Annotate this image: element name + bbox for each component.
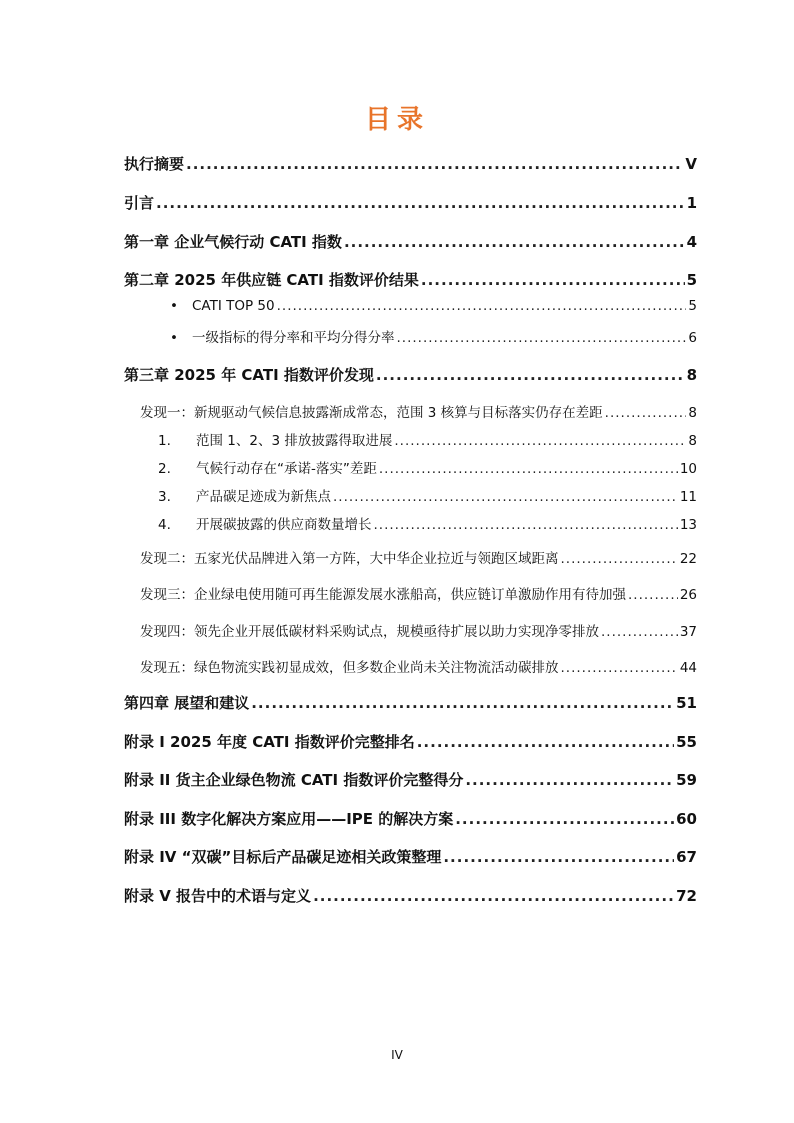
toc-entry-label: 发现五：绿色物流实践初显成效，但多数企业尚未关注物流活动碳排放 [140, 660, 559, 676]
toc-entry-label: 一级指标的得分率和平均分得分率 [192, 330, 395, 346]
toc-entry-page: 10 [679, 461, 697, 477]
toc-entry[interactable] [124, 885, 697, 906]
toc-entry[interactable] [140, 620, 697, 640]
toc-entry-label: 发现三：企业绿电使用随可再生能源发展水涨船高，供应链订单激励作用有待加强 [140, 587, 626, 603]
toc-entry-label: 第三章 2025 年 CATI 指数评价发现 [124, 366, 374, 384]
toc-leader-dots [156, 194, 685, 212]
toc-entry-page: 8 [686, 366, 697, 384]
toc-entry[interactable] [156, 326, 697, 346]
toc-entry[interactable] [140, 583, 697, 603]
toc-entry-label: 附录 III 数字化解决方案应用——IPE 的解决方案 [124, 810, 454, 828]
toc-entry[interactable] [140, 656, 697, 676]
toc-entry-page: 8 [688, 405, 697, 421]
toc-entry-page: 4 [686, 233, 697, 251]
toc-leader-dots [465, 771, 674, 789]
page-number: IV [391, 1048, 403, 1062]
toc-entry-page: 6 [688, 330, 697, 346]
toc-entry[interactable] [124, 364, 697, 385]
toc-entry-page: 5 [686, 271, 697, 289]
toc-entry-page: 8 [688, 433, 697, 449]
toc-entry-label: 开展碳披露的供应商数量增长 [196, 517, 372, 533]
toc-entry-page: 22 [679, 551, 697, 567]
toc-leader-dots [455, 810, 674, 828]
toc-leader-dots [443, 848, 674, 866]
toc-entry-label: 第二章 2025 年供应链 CATI 指数评价结果 [124, 271, 419, 289]
toc-entry-page: 44 [679, 660, 697, 676]
toc-entry-number: 1. [158, 433, 171, 449]
toc-entry[interactable] [124, 731, 697, 752]
toc-entry[interactable] [124, 692, 697, 713]
toc-entry-page: 72 [676, 887, 697, 905]
toc-entry-label: 发现一：新规驱动气候信息披露渐成常态，范围 3 核算与目标落实仍存在差距 [140, 405, 603, 421]
toc-leader-dots [344, 233, 685, 251]
toc-leader-dots [186, 155, 683, 173]
toc-entry[interactable] [124, 269, 697, 290]
toc-entry-label: 气候行动存在“承诺-落实”差距 [196, 461, 377, 477]
toc-entry-page: 51 [676, 694, 697, 712]
toc-entry-label: 发现四：领先企业开展低碳材料采购试点，规模亟待扩展以助力实现净零排放 [140, 624, 599, 640]
toc-leader-dots [601, 624, 678, 640]
toc-entry-page: 5 [688, 298, 697, 314]
toc-entry-page: 60 [676, 810, 697, 828]
toc-entry-page: V [685, 155, 697, 173]
toc-entry-number: 2. [158, 461, 171, 477]
toc-leader-dots [277, 298, 687, 314]
toc-entry-label: 附录 I 2025 年度 CATI 指数评价完整排名 [124, 733, 415, 751]
toc-entry-page: 55 [676, 733, 697, 751]
toc-entry[interactable] [124, 846, 697, 867]
toc-leader-dots [417, 733, 674, 751]
toc-leader-dots [376, 366, 685, 384]
toc-entry-page: 11 [679, 489, 697, 505]
toc-leader-dots [394, 433, 686, 449]
toc-entry-page: 59 [676, 771, 697, 789]
toc-entry[interactable] [124, 231, 697, 252]
toc-entry[interactable] [156, 298, 697, 314]
toc-entry[interactable] [124, 153, 697, 174]
toc-title: 目录 [364, 105, 429, 135]
toc-leader-dots [313, 887, 674, 905]
toc-leader-dots [397, 330, 687, 346]
toc-entry[interactable] [124, 808, 697, 829]
toc-entry-label: 附录 II 货主企业绿色物流 CATI 指数评价完整得分 [124, 771, 464, 789]
toc-leader-dots [251, 694, 674, 712]
toc-leader-dots [628, 587, 678, 603]
toc-leader-dots [379, 461, 678, 477]
toc-entry[interactable] [140, 401, 697, 421]
toc-entry-label: 引言 [124, 194, 155, 212]
toc-entry-label: 发现二：五家光伏品牌进入第一方阵，大中华企业拉近与领跑区域距离 [140, 551, 559, 567]
toc-entry-label: 第四章 展望和建议 [124, 694, 250, 712]
toc-entry-label: 执行摘要 [124, 155, 185, 173]
toc-entry[interactable] [140, 547, 697, 567]
toc-entry-page: 13 [679, 517, 697, 533]
toc-entry-label: CATI TOP 50 [192, 298, 275, 314]
toc-entry-label: 范围 1、2、3 排放披露得取进展 [196, 433, 393, 449]
toc-entry-page: 26 [679, 587, 697, 603]
bullet-icon: • [170, 298, 178, 314]
toc-leader-dots [333, 489, 678, 505]
toc-leader-dots [374, 517, 678, 533]
bullet-icon: • [170, 330, 178, 346]
toc-entry[interactable] [124, 192, 697, 213]
toc-entry-label: 产品碳足迹成为新焦点 [196, 489, 331, 505]
toc-entry-page: 67 [676, 848, 697, 866]
toc-entry-label: 附录 IV “双碳”目标后产品碳足迹相关政策整理 [124, 848, 442, 866]
toc-entry-number: 3. [158, 489, 171, 505]
toc-entry-label: 附录 V 报告中的术语与定义 [124, 887, 312, 905]
toc-entry[interactable] [124, 769, 697, 790]
toc-entry[interactable] [158, 485, 697, 505]
toc-entry[interactable] [158, 457, 697, 477]
toc-leader-dots [605, 405, 687, 421]
toc-leader-dots [421, 271, 685, 289]
toc-entry-number: 4. [158, 517, 171, 533]
toc-entry[interactable] [158, 513, 697, 533]
toc-leader-dots [561, 551, 678, 567]
toc-entry-label: 第一章 企业气候行动 CATI 指数 [124, 233, 342, 251]
toc-leader-dots [561, 660, 678, 676]
toc-entry[interactable] [158, 429, 697, 449]
toc-entry-page: 1 [686, 194, 697, 212]
toc-entry-page: 37 [679, 624, 697, 640]
